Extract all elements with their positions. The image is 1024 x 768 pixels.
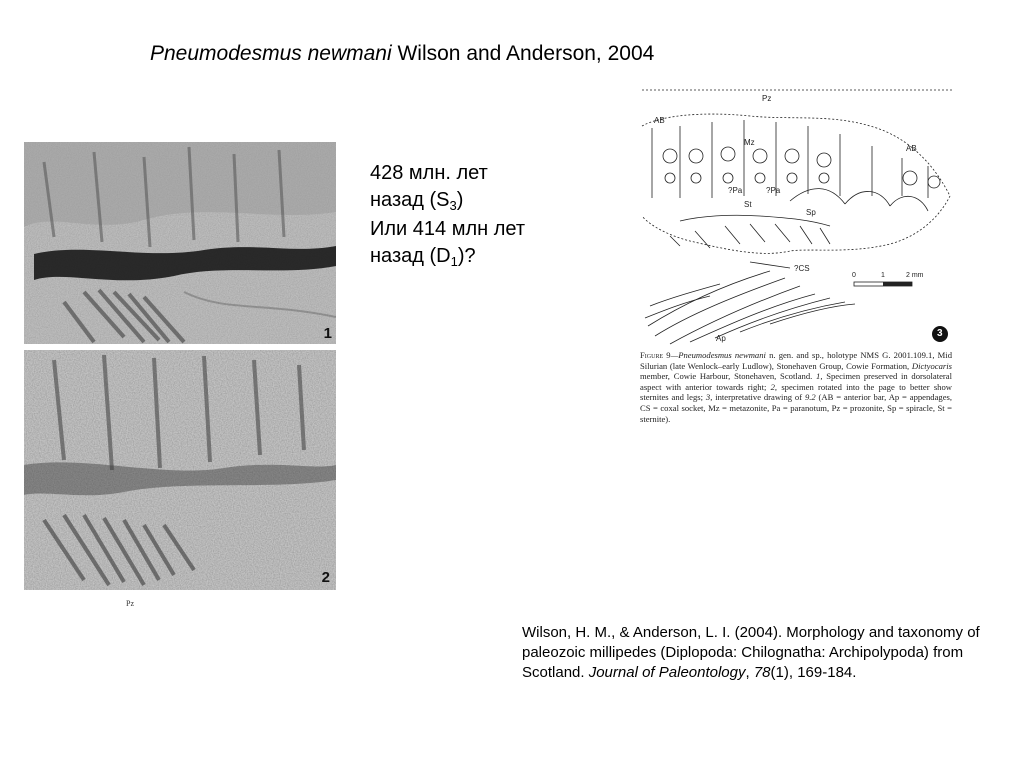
- label-pa-1: ?Pa: [728, 186, 743, 195]
- figure-caption-n2: 2: [770, 381, 775, 392]
- scale-one: 1: [881, 272, 885, 279]
- age-line-2-b: [370, 243, 620, 270]
- age-line-2-sub: 1: [450, 254, 458, 269]
- label-pz: Pz: [762, 94, 772, 103]
- literature-reference: [522, 623, 992, 683]
- age-line-1: [370, 160, 620, 214]
- label-st: St: [744, 200, 752, 209]
- photo-panel-2-label: 2: [321, 569, 330, 586]
- age-line-1-end: ): [456, 189, 464, 211]
- fossil-photo-1-image: [24, 142, 336, 344]
- age-line-1-sub: 3: [449, 198, 457, 213]
- reference-sep: ,: [745, 664, 754, 681]
- species-name: Pneumodesmus newmani: [150, 42, 392, 65]
- figure-caption-species: —Pneumodesmus newmani: [670, 350, 766, 360]
- label-ab-right: AB: [906, 144, 917, 153]
- label-cs: ?CS: [794, 264, 810, 273]
- figure-caption-text-3: , Specimen preserved in dorsolateral aspect with anterior towards right;: [640, 371, 952, 392]
- age-line-2: [370, 216, 620, 270]
- fossil-photo-1: [24, 142, 336, 344]
- label-ab-left: AB: [654, 116, 665, 125]
- species-authority: Wilson and Anderson, 2004: [397, 42, 655, 65]
- age-estimate: [370, 160, 620, 270]
- interpretive-drawing-svg: [640, 86, 955, 348]
- figure-caption-text-5: , interpretative drawing of: [710, 392, 805, 403]
- figure-caption-text-4: , specimen rotated into the page to better show sternites and legs;: [640, 381, 952, 403]
- scale-zero: 0: [852, 272, 856, 279]
- reference-pages: (1), 169-184.: [770, 664, 857, 681]
- age-line-1-b-text: назад (S: [370, 189, 450, 211]
- photo-bottom-caption: Pz: [126, 599, 134, 608]
- figure-caption-text-2: member, Cowie Harbour, Stonehaven, Scotland.: [640, 371, 817, 382]
- figure-caption-text-6: (AB = anterior bar, Ap = appendages, CS = coxal socket, Mz = metazonite, Pa = paranotum, Pz = prozonite, Sp = spiracle, St = sternite).: [640, 392, 953, 424]
- drawing-panel-3-label: 3: [937, 328, 943, 339]
- reference-volume: 78: [753, 664, 771, 681]
- photo-panel-1-label: 1: [323, 325, 332, 342]
- reference-authors-title: Wilson, H. M., & Anderson, L. I. (2004). Morphology and taxonomy of paleozoic millipedes (Diplopoda: Chilognatha: Archipolypoda) from Scotland.: [522, 624, 980, 681]
- label-mz: Mz: [744, 138, 755, 147]
- figure-caption-n1: 1: [816, 371, 821, 382]
- age-line-1-a: 428 млн. лет: [370, 162, 488, 184]
- age-line-2-b-text: назад (D: [370, 245, 451, 267]
- fossil-photo-2-image: [24, 350, 336, 590]
- age-line-1-b: [370, 187, 620, 214]
- slide-title: [150, 40, 870, 68]
- figure-caption-member: Dictyocaris: [911, 360, 952, 371]
- age-line-2-a: Или 414 млн лет: [370, 218, 526, 240]
- interpretive-drawing: [640, 86, 955, 348]
- label-ap: Ap: [716, 334, 726, 343]
- label-sp: Sp: [806, 208, 816, 217]
- figure-caption: [640, 350, 952, 424]
- fossil-photo-2: [24, 350, 336, 590]
- reference-journal: Journal of Paleontology: [588, 664, 746, 681]
- scale-two: 2 mm: [906, 272, 924, 279]
- age-line-2-end: )?: [457, 245, 476, 267]
- figure-caption-text-1: n. gen. and sp., holotype NMS G. 2001.109.1, Mid Silurian (late Wenlock–early Ludlow), Stonehaven Group, Cowie Formation,: [640, 350, 952, 371]
- figure-caption-n3: 3: [705, 392, 711, 403]
- figure-caption-ref: 9.2: [804, 392, 816, 403]
- figure-caption-head: Figure 9: [640, 350, 671, 360]
- label-pa-2: ?Pa: [766, 186, 781, 195]
- scale-bar: [854, 282, 912, 286]
